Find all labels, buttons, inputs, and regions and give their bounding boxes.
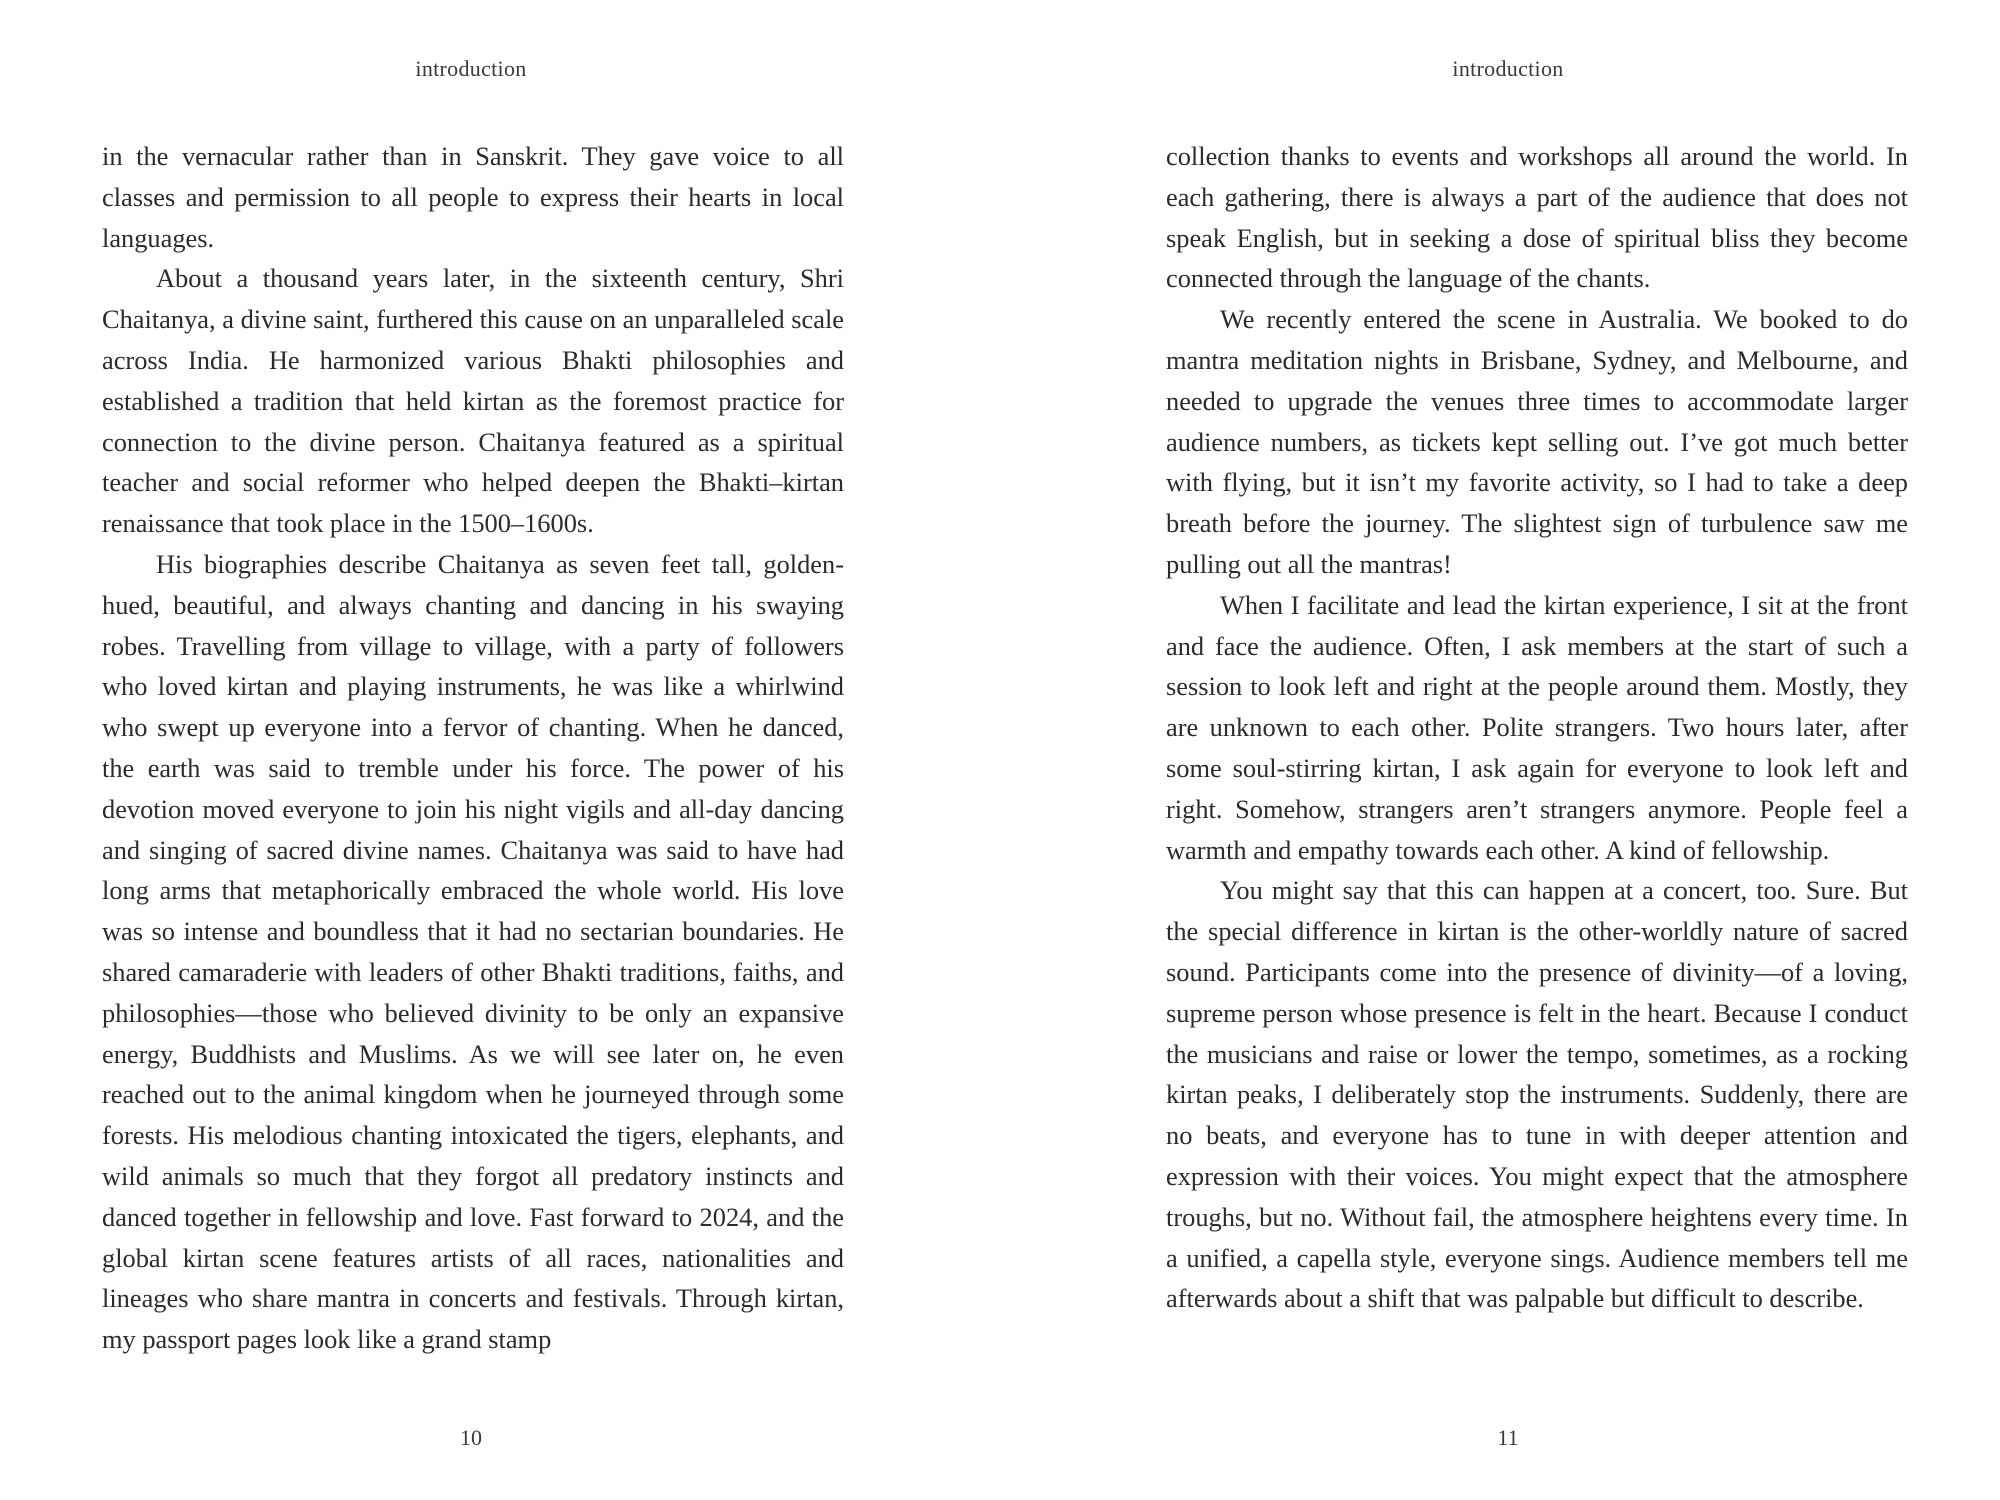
paragraph: About a thousand years later, in the sixteenth century, Shri Chaitanya, a divine saint, furthered this cause on an unparalleled scale across India. He harmonized various Bhakti philosophies and established a tradition that held kirtan as the foremost practice for connection to the divine person. Chaitanya featured as a spiritual teacher and social reformer who helped deepen the Bhakti–kirtan renaissance that took place in the 1500–1600s.: [102, 263, 844, 539]
body-text: [1166, 136, 1908, 1319]
paragraph: When I facilitate and lead the kirtan experience, I sit at the front and face the audience. Often, I ask members at the start of such a session to look left and right at the people around them. Mostly, they are unknown to each other. Polite strangers. Two hours later, after some soul-stirring kirtan, I ask again for everyone to look left and right. Somehow, strangers aren’t strangers anymore. People feel a warmth and empathy towards each other. A kind of fellowship.: [1166, 589, 1908, 865]
paragraph: in the vernacular rather than in Sanskrit. They gave voice to all classes and permission to all people to express their hearts in local languages.: [102, 141, 844, 253]
page-number: 10: [460, 1425, 482, 1450]
running-head: introduction: [1452, 56, 1564, 81]
paragraph: You might say that this can happen at a concert, too. Sure. But the special difference in kirtan is the other-worldly nature of sacred sound. Participants come into the presence of divinity—of a loving, supreme person whose presence is felt in the heart. Because I conduct the musicians and raise or lower the tempo, sometimes, as a rocking kirtan peaks, I deliberately stop the instruments. Suddenly, there are no beats, and everyone has to tune in with deeper attention and expression with their voices. You might expect that the atmosphere troughs, but no. Without fail, the atmosphere heightens every time. In a unified, a capella style, everyone sings. Audience members tell me afterwards about a shift that was palpable but difficult to describe.: [1166, 875, 1908, 1314]
page-number: 11: [1497, 1425, 1519, 1450]
paragraph: We recently entered the scene in Australia. We booked to do mantra meditation nights in Brisbane, Sydney, and Melbourne, and needed to upgrade the venues three times to accommodate larger audience numbers, as tickets kept selling out. I’ve got much better with flying, but it isn’t my favorite activity, so I had to take a deep breath before the journey. The slightest sign of turbulence saw me pulling out all the mantras!: [1166, 304, 1908, 579]
right-page: [1000, 0, 2000, 1500]
paragraph: His biographies describe Chaitanya as seven feet tall, golden-hued, beautiful, and always chanting and dancing in his swaying robes. Travelling from village to village, with a party of followers who loved kirtan and playing instruments, he was like a whirlwind who swept up everyone into a fervor of chanting. When he danced, the earth was said to tremble under his force. The power of his devotion moved everyone to join his night vigils and all-day dancing and singing of sacred divine names. Chaitanya was said to have had long arms that metaphorically embraced the whole world. His love was so intense and boundless that it had no sectarian boundaries. He shared camaraderie with leaders of other Bhakti traditions, faiths, and philosophies—those who believed divinity to be only an expansive energy, Buddhists and Muslims. As we will see later on, he even reached out to the animal kingdom when he journeyed through some forests. His melodious chanting intoxicated the tigers, elephants, and wild animals so much that they forgot all predatory instincts and danced together in fellowship and love. Fast forward to 2024, and the global kirtan scene features artists of all races, nationalities and lineages who share mantra in concerts and festivals. Through kirtan, my passport pages look like a grand stamp: [102, 548, 844, 1355]
paragraph: collection thanks to events and workshops all around the world. In each gathering, there is always a part of the audience that does not speak English, but in seeking a dose of spiritual bliss they become connected through the language of the chants.: [1166, 141, 1908, 294]
body-text: [102, 136, 844, 1360]
running-head: introduction: [415, 56, 527, 81]
